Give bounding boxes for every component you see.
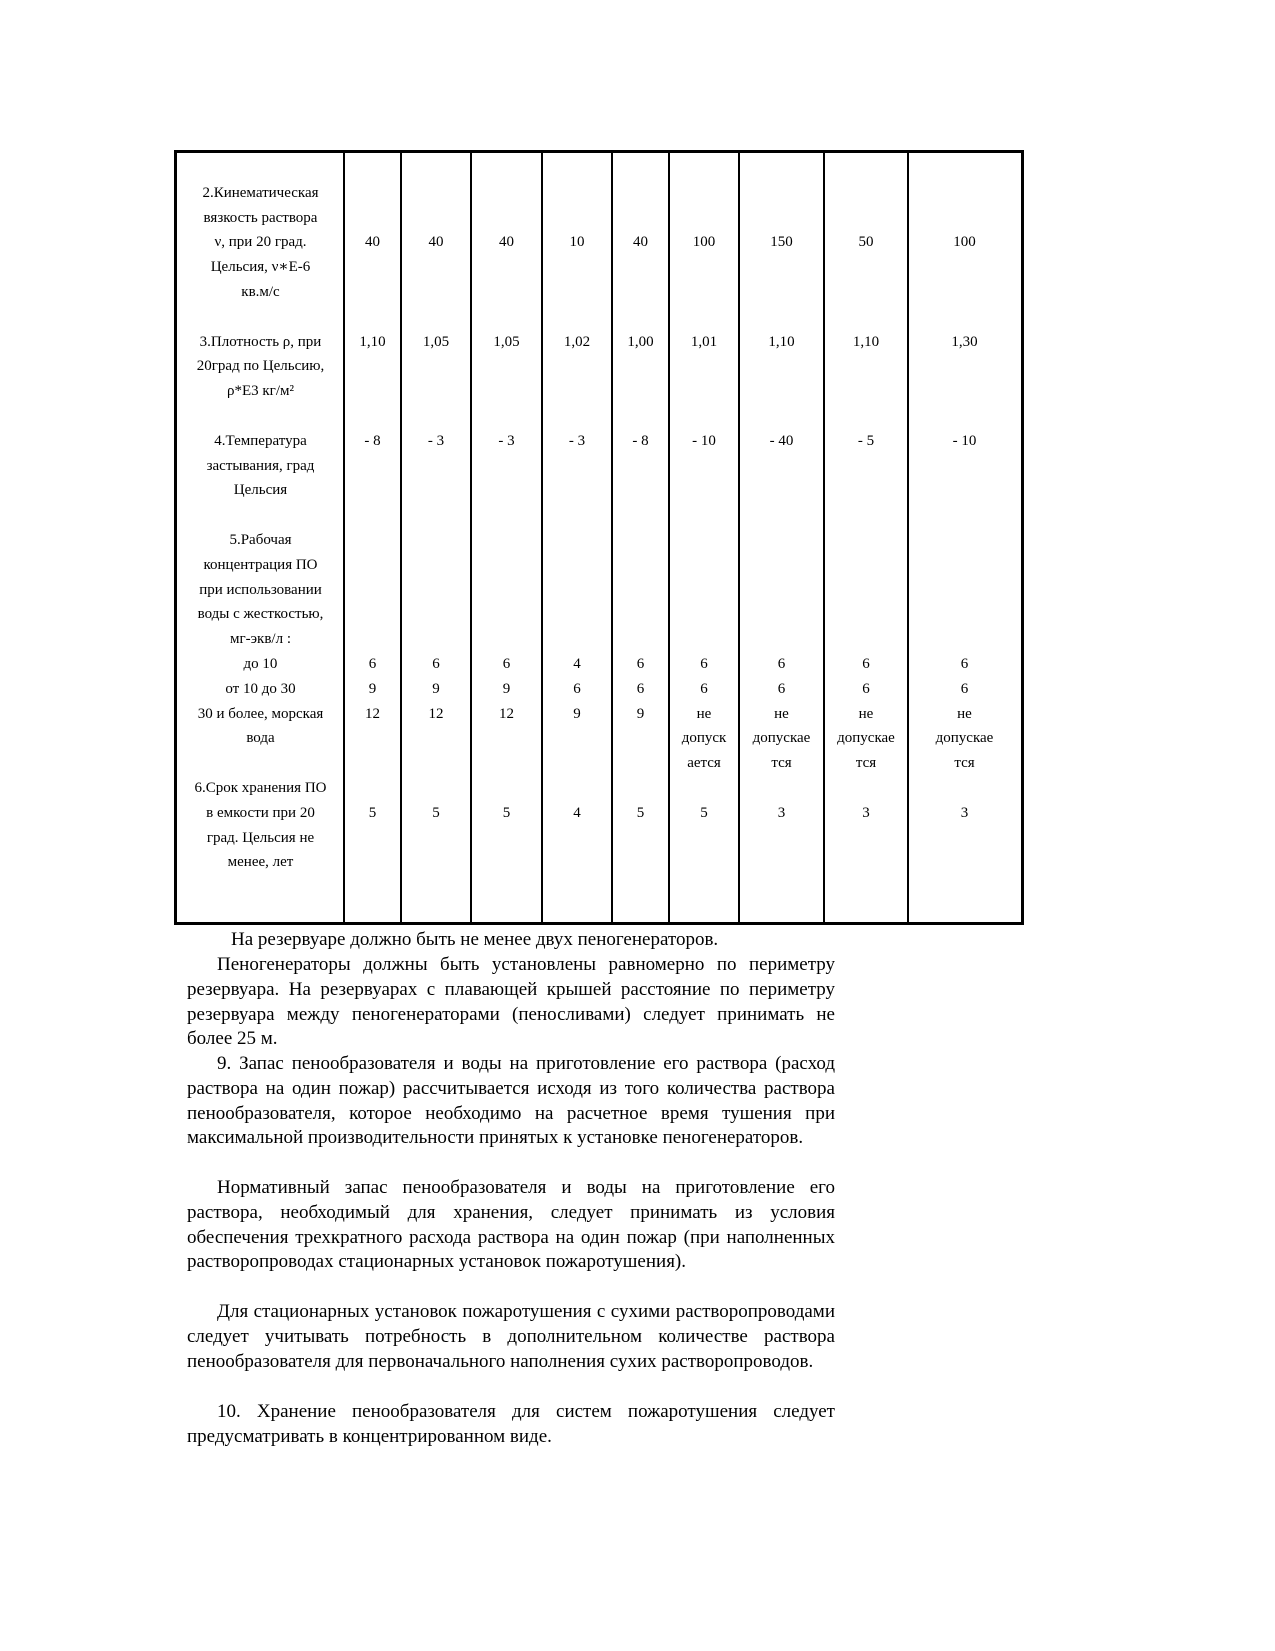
- table-cell-value: 40: [499, 234, 514, 251]
- row-sublabel: до 10: [243, 655, 278, 672]
- table-cell-line: 6: [960, 680, 969, 697]
- table-cell-density: [908, 330, 1021, 355]
- table-cell-pour-point: [344, 429, 401, 454]
- row-label-line: ν, при 20 град.: [214, 234, 307, 251]
- table-cell-line: 12: [365, 705, 380, 722]
- table-cell-viscosity: [739, 230, 824, 255]
- table-cell-viscosity: [824, 230, 908, 255]
- row-label-line: менее, лет: [227, 854, 294, 871]
- table-cell-value: 150: [770, 234, 793, 251]
- row-label-line: при использовании: [199, 581, 322, 598]
- table-cell-concentration: [612, 652, 669, 726]
- table-cell-line: 6: [700, 680, 708, 697]
- row-label-line: Цельсия, ν∗E-6: [210, 259, 311, 276]
- table-cell-value: 10: [569, 234, 585, 251]
- row-label-line: 6.Срок хранения ПО: [194, 780, 327, 796]
- table-cell-line: не: [774, 705, 789, 722]
- table-cell-line: 9: [432, 680, 440, 697]
- table-cell-value: - 10: [692, 432, 716, 449]
- table-cell-line: не: [957, 705, 972, 722]
- table-cell-value: 1,10: [359, 333, 386, 350]
- table-cell-value: 40: [365, 234, 380, 251]
- table-cell-line: 9: [368, 680, 377, 697]
- table-cell-pour-point: [824, 429, 908, 454]
- table-cell-density: [471, 330, 542, 355]
- table-cell-pour-point: [612, 429, 669, 454]
- table-cell-value: 1,10: [852, 333, 880, 350]
- table-cell-viscosity: [542, 230, 612, 255]
- table-cell-density: [739, 330, 824, 355]
- table-cell-line: 6: [432, 656, 440, 672]
- table-cell-value: 1,02: [563, 333, 591, 350]
- table-cell-viscosity: [471, 230, 542, 255]
- table-cell-line: 6: [862, 680, 870, 697]
- table-cell-value: 100: [692, 234, 716, 251]
- row-label-line: концентрация ПО: [203, 556, 318, 573]
- row-label-line: воды с жесткостью,: [197, 606, 324, 623]
- row-label-line: вязкость раствора: [203, 209, 318, 226]
- table-cell-value: 1,00: [627, 333, 654, 350]
- table-cell-line: 6: [960, 656, 969, 672]
- table-cell-line: 6: [862, 656, 870, 672]
- table-cell-concentration: [344, 652, 401, 726]
- table-cell-shelf-life: [344, 801, 401, 826]
- table-cell-shelf-life: [471, 801, 542, 826]
- row-label-line: 4.Температура: [214, 432, 307, 449]
- table-cell-value: - 3: [427, 432, 445, 449]
- row-label-line: кв.м/с: [241, 283, 280, 300]
- table-cell-line: 9: [573, 705, 581, 722]
- row-label-line: 5.Рабочая: [229, 532, 292, 548]
- row-label-line: град. Цельсия не: [206, 829, 315, 846]
- table-cell-shelf-life: [824, 801, 908, 826]
- table-cell-shelf-life: [401, 801, 471, 826]
- paragraph: Нормативный запас пенообразователя и воды на приготовление его раствора, необходимый для хранения, следует принимать из условия обеспечения трехкратного расхода раствора на один пожар (при наполненных растворопроводах стационарных установок пожаротушения).: [187, 1177, 835, 1273]
- row-label-viscosity: [177, 181, 344, 305]
- table-cell-line: 6: [502, 656, 511, 672]
- table-cell-concentration: [401, 652, 471, 726]
- table-cell-line: тся: [855, 755, 877, 772]
- table-cell-value: 5: [636, 804, 645, 821]
- paragraph: Для стационарных установок пожаротушения с сухими растворопроводами следует учитывать потребность в дополнительном количестве раствора пенообразователя для первоначального наполнения сухих растворопроводов.: [187, 1301, 835, 1372]
- table-cell-line: 6: [777, 680, 786, 697]
- row-label-line: 20град по Цельсию,: [196, 358, 325, 375]
- table-cell-shelf-life: [542, 801, 612, 826]
- table-cell-value: 3: [862, 804, 870, 821]
- row-label-line: 3.Плотность ρ, при: [199, 333, 322, 350]
- table-cell-pour-point: [471, 429, 542, 454]
- table-cell-value: 40: [428, 234, 444, 251]
- table-cell-line: 6: [700, 656, 708, 672]
- table-cell-density: [344, 330, 401, 355]
- table-cell-value: 3: [960, 804, 969, 821]
- table-cell-value: 100: [953, 234, 976, 251]
- table-cell-shelf-life: [908, 801, 1021, 826]
- table-cell-value: 5: [368, 804, 377, 821]
- table-cell-line: не: [696, 705, 712, 722]
- row-label-line: мг-экв/л :: [229, 631, 292, 648]
- table-cell-value: - 5: [857, 432, 875, 449]
- table-cell-line: не: [858, 705, 874, 722]
- row-sublabel: 30 и более, морская: [197, 705, 324, 722]
- table-cell-concentration: [669, 652, 739, 776]
- table-cell-line: 6: [368, 656, 377, 672]
- row-sublabel: от 10 до 30: [225, 680, 296, 697]
- table-cell-viscosity: [669, 230, 739, 255]
- table-cell-value: 1,10: [768, 333, 795, 350]
- table-cell-value: - 8: [364, 432, 381, 449]
- table-cell-line: 6: [636, 680, 645, 697]
- table-cell-value: 5: [432, 804, 440, 821]
- row-label-line: застывания, град: [206, 457, 315, 474]
- table-cell-viscosity: [908, 230, 1021, 255]
- table-cell-concentration: [542, 652, 612, 726]
- paragraph: 9. Запас пенообразователя и воды на приготовление его раствора (расход раствора на один пожар) рассчитывается исходя из того количества раствора пенообразователя, которое необходимо на расчетное время тушения при максимальной производительности принятых к установке пеногенераторов.: [187, 1053, 835, 1149]
- table-cell-value: - 10: [952, 432, 977, 449]
- table-cell-line: 12: [428, 705, 444, 722]
- row-label-line: Цельсия: [233, 482, 288, 499]
- table-cell-line: 9: [636, 705, 645, 722]
- paragraph: Пеногенераторы должны быть установлены равномерно по периметру резервуара. На резервуарах с плавающей крышей расстояние по периметру резервуара между пеногенераторами (пеносливами) следует принимать не более 25 м.: [187, 954, 835, 1050]
- table-cell-concentration: [908, 652, 1021, 776]
- table-cell-line: допускае: [935, 730, 994, 747]
- table-cell-density: [542, 330, 612, 355]
- table-cell-value: 5: [700, 804, 708, 821]
- paragraph: На резервуаре должно быть не менее двух пеногенераторов.: [231, 929, 719, 950]
- table-cell-value: - 3: [498, 432, 515, 449]
- table-cell-value: 1,01: [690, 333, 718, 350]
- table-cell-density: [401, 330, 471, 355]
- table-cell-concentration: [824, 652, 908, 776]
- table-cell-line: допуск: [681, 730, 727, 747]
- table-cell-shelf-life: [739, 801, 824, 826]
- table-cell-line: ается: [687, 755, 721, 772]
- row-label-line: в емкости при 20: [206, 804, 315, 821]
- table-cell-value: 1,05: [493, 333, 520, 350]
- row-sublabel: вода: [246, 730, 275, 747]
- table-cell-value: 3: [777, 804, 786, 821]
- table-cell-line: допускае: [752, 730, 811, 747]
- table-cell-pour-point: [669, 429, 739, 454]
- table-cell-line: 6: [636, 656, 645, 672]
- table-cell-value: 50: [858, 234, 874, 251]
- table-cell-line: допускае: [837, 730, 895, 747]
- row-label-line: 2.Кинематическая: [202, 184, 319, 201]
- table-cell-pour-point: [739, 429, 824, 454]
- table-cell-density: [612, 330, 669, 355]
- table-cell-line: 12: [499, 705, 514, 722]
- table-cell-viscosity: [344, 230, 401, 255]
- table-cell-concentration: [739, 652, 824, 776]
- table-cell-shelf-life: [669, 801, 739, 826]
- table-cell-line: 6: [777, 656, 786, 672]
- table-cell-line: тся: [954, 755, 975, 772]
- table-cell-shelf-life: [612, 801, 669, 826]
- row-label-density: [177, 330, 344, 404]
- table-cell-value: - 3: [568, 432, 586, 449]
- table-cell-value: 40: [633, 234, 648, 251]
- table-cell-value: - 40: [769, 432, 794, 449]
- table-cell-viscosity: [401, 230, 471, 255]
- table-cell-line: 6: [573, 680, 581, 697]
- table-cell-density: [669, 330, 739, 355]
- row-label-pour-point: [177, 429, 344, 503]
- properties-table: [174, 150, 1024, 925]
- table-cell-viscosity: [612, 230, 669, 255]
- table-cell-value: 4: [573, 804, 581, 821]
- row-label-line: ρ*E3 кг/м²: [227, 383, 294, 400]
- table-cell-pour-point: [401, 429, 471, 454]
- table-cell-density: [824, 330, 908, 355]
- table-cell-value: 5: [502, 804, 511, 821]
- table-cell-line: 9: [502, 680, 511, 697]
- table-cell-value: 1,05: [422, 333, 450, 350]
- row-label-shelf-life: [177, 776, 344, 875]
- table-cell-concentration: [471, 652, 542, 726]
- table-cell-value: 1,30: [951, 333, 978, 350]
- row-label-concentration: [177, 528, 344, 751]
- table-cell-value: - 8: [632, 432, 649, 449]
- table-cell-pour-point: [542, 429, 612, 454]
- table-cell-pour-point: [908, 429, 1021, 454]
- table-cell-line: 4: [573, 656, 581, 672]
- table-cell-line: тся: [771, 755, 792, 772]
- paragraph: 10. Хранение пенообразователя для систем пожаротушения следует предусматривать в концентрированном виде.: [187, 1401, 835, 1447]
